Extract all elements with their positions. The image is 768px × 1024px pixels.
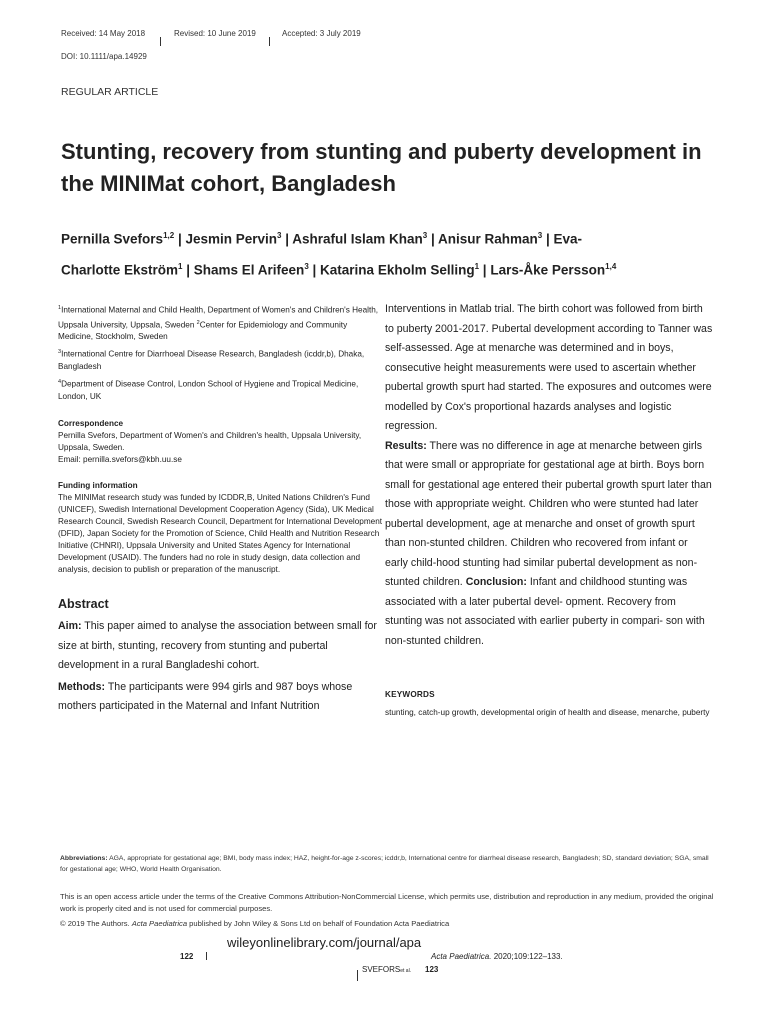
journal-citation	[431, 952, 563, 961]
running-head	[362, 965, 411, 974]
correspondence-text: Pernilla Svefors, Department of Women's and Children's health, Uppsala University, Uppsala, Sweden.	[58, 431, 362, 452]
citation-journal: Acta Paediatrica.	[431, 952, 492, 961]
conclusion-text: Infant and childhood stunting was associated with a later pubertal devel- opment. Recovery from stunting was not associated with earlier puberty in compari- son with non-stunted children.	[385, 576, 705, 647]
copyright-prefix: © 2019 The Authors.	[60, 919, 132, 928]
keywords-text: stunting, catch-up growth, developmental origin of health and disease, menarche, puberty	[385, 708, 710, 717]
affiliations	[58, 302, 384, 403]
conclusion-label: Conclusion:	[465, 576, 527, 588]
affiliation-number: 4	[58, 379, 62, 386]
copyright-journal: Acta Paediatrica	[131, 919, 188, 928]
article-title	[61, 136, 721, 200]
author-name[interactable]: Katarina Ekholm Selling	[320, 262, 475, 277]
abbreviations-label: Abbreviations:	[60, 855, 108, 862]
author-name[interactable]: Anisur Rahman	[438, 231, 538, 247]
affiliation-text: Department of Disease Control, London School of Hygiene and Tropical Medicine, London, UK	[58, 379, 359, 401]
abbreviations	[60, 853, 710, 875]
title-line: Stunting, recovery from stunting and puberty development in	[61, 139, 702, 164]
author-name[interactable]: Lars-Åke Persson	[490, 262, 606, 277]
citation-details: 2020;109:122–133.	[491, 952, 563, 961]
funding-information	[58, 480, 384, 576]
header-separator	[160, 37, 161, 46]
abstract-right	[385, 300, 713, 651]
affiliation-number: 1	[58, 305, 62, 311]
abbreviations-text: AGA, appropriate for gestational age; BMI, body mass index; HAZ, height-for-age z-scores; icddr,b, International centre for diarrheal disease research, Bangladesh; SD, standard deviation; SGA, small for gestational age; WHO, World Health Organisation.	[60, 855, 709, 873]
page-number-right: 123	[425, 965, 439, 974]
aim-label: Aim:	[58, 620, 82, 632]
affiliation-number: 3	[58, 349, 62, 356]
author-line: Pernilla Svefors$^{1,2}$ | Jesmin Pervin$^3$ | Ashraful Islam Khan$^3$ | Anisur Rahman$^3$ | Eva-	[61, 231, 583, 247]
author-affiliation: 1,4	[605, 261, 617, 271]
author-affiliation: 3	[422, 231, 428, 240]
author-name[interactable]: Jesmin Pervin	[185, 231, 278, 247]
correspondence-heading: Correspondence	[58, 419, 124, 428]
author-affiliation: 3	[304, 261, 309, 271]
author-affiliation: 3	[277, 231, 282, 240]
doi[interactable]: DOI: 10.1111/apa.14929	[61, 52, 147, 61]
author-affiliation: 1,2	[163, 231, 175, 240]
abstract-heading: Abstract	[58, 597, 109, 611]
author-line: Charlotte Ekström$^1$ | Shams El Arifeen$^3$ | Katarina Ekholm Selling$^1$ | Lars-Åke Persson$^{1,4}$	[61, 261, 617, 277]
page-number-left: 122	[180, 952, 194, 961]
methods-label: Methods:	[58, 680, 106, 693]
author-affiliation: 1	[474, 261, 480, 271]
footer-separator	[357, 970, 358, 981]
copyright-notice	[60, 919, 720, 928]
accepted-date: Accepted: 3 July 2019	[282, 29, 361, 38]
author-name[interactable]: Shams El Arifeen	[193, 262, 305, 277]
author-name[interactable]: Pernilla Svefors	[61, 231, 164, 247]
running-head-author: SVEFORS	[362, 965, 401, 974]
author-list	[61, 222, 701, 283]
author-affiliation: 1	[178, 261, 183, 271]
header-separator	[269, 37, 270, 46]
methods-text: Interventions in Matlab trial. The birth cohort was followed from birth to puberty 2001-2017. Pubertal development according to Tanner was self-assessed. Age at menarche was determined and in boys, consecutive height measurements were used to ascertain whether pubertal growth spurt had started. The exposures and outcomes were modelled by Cox's proportional hazards analyses and logistic regression.	[385, 303, 713, 432]
copyright-suffix: published by John Wiley & Sons Ltd on behalf of Foundation Acta Paediatrica	[187, 919, 450, 928]
affiliation-number: 2	[196, 319, 200, 326]
funding-heading: Funding information	[58, 481, 138, 490]
title-line: the MINIMat cohort, Bangladesh	[61, 171, 396, 196]
received-date: Received: 14 May 2018	[61, 29, 146, 38]
funding-text: The MINIMat research study was funded by ICDDR,B, United Nations Children's Fund (UNICEF), Swedish International Development Cooperation Agency (Sida), UK Medical Research Council, Swedish Research Council, Department for International Development (DFID), Japan Society for the Promotion of Science, Child Health and Nutrition Research Initiative (CHNRI), Uppsala University and United States Agency for International Development (USAID). The funders had no role in study design, data collection and analysis, decision to publish or preparation of the manuscript.	[58, 493, 383, 574]
license-notice: This is an open access article under the terms of the Creative Commons Attribution-NonCommercial License, which permits use, distribution and reproduction in any medium, provided the original work is properly cited and is not used for commercial purposes.	[60, 892, 714, 913]
results-label: Results:	[385, 439, 427, 452]
results-text: There was no difference in age at menarche between girls that were small or appropriate for gestational age at birth. Boys born small for gestational age entered their pubertal growth spurt later than those with appropriate weight. Children who were stunted had later pubertal development, age at menarche and onset of growth spurt than non-stunted children. Children who recovered from infant or early child-hood stunting had similar pubertal development as non-stunted children.	[385, 439, 712, 588]
affiliation-text: International Centre for Diarrhoeal Disease Research, Bangladesh (icddr,b), Dhaka, Bangladesh	[58, 350, 365, 372]
running-head-etal: et al.	[400, 968, 412, 974]
aim-text: This paper aimed to analyse the association between small for size at birth, stunting, recovery from stunting and pubertal development in a rural Bangladeshi cohort.	[58, 620, 377, 671]
methods-text: The participants were 994 girls and 987 boys whose mothers participated in the Maternal and Infant Nutrition	[58, 680, 353, 712]
correspondence	[58, 418, 384, 466]
keywords-heading: KEYWORDS	[385, 690, 435, 699]
abstract-left	[58, 617, 384, 719]
author-name[interactable]: Ashraful Islam Khan	[292, 231, 423, 247]
author-name-part[interactable]: Eva-	[553, 231, 583, 247]
affiliation-text: International Maternal and Child Health, Department of Women's and Children's Health, Uppsala University, Uppsala, Sweden	[58, 305, 379, 330]
author-affiliation: 3	[537, 231, 543, 240]
footer-separator	[206, 952, 207, 960]
affiliation-text: Center for Epidemiology and Community Medicine, Stockholm, Sweden	[58, 320, 348, 342]
journal-website[interactable]: wileyonlinelibrary.com/journal/apa	[227, 935, 422, 950]
article-type: REGULAR ARTICLE	[61, 86, 159, 98]
revised-date: Revised: 10 June 2019	[174, 29, 256, 38]
correspondence-email[interactable]: Email: pernilla.svefors@kbh.uu.se	[58, 455, 182, 464]
author-name-part[interactable]: Charlotte Ekström	[61, 262, 179, 277]
